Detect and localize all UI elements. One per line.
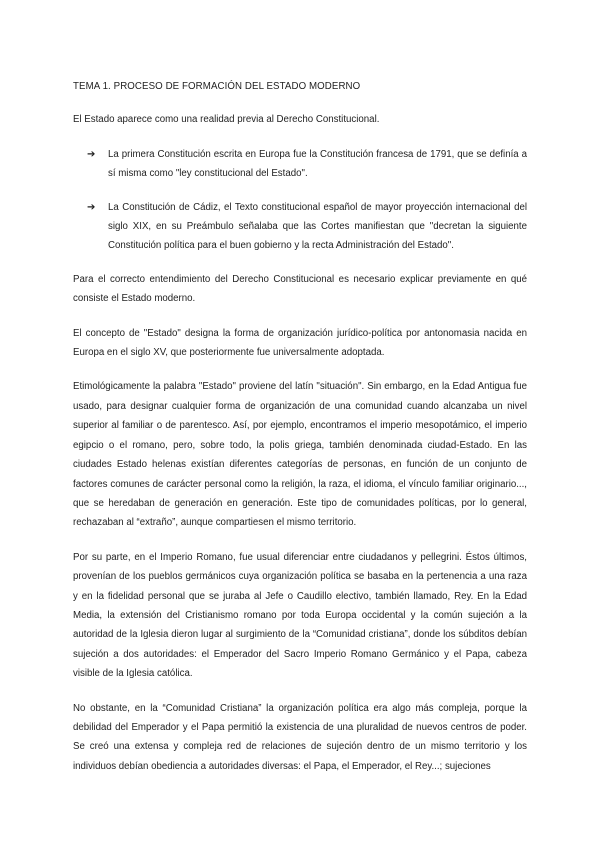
body-paragraph: Para el correcto entendimiento del Derecho Constitucional es necesario explicar previamente en qué consiste el Estado moderno. <box>73 273 527 305</box>
body-paragraph: El concepto de "Estado" designa la forma de organización jurídico-política por antonomasia nacida en Europa en el siglo XV, que posteriormente fue universalmente adoptada. <box>73 327 527 359</box>
bullet-text: La primera Constitución escrita en Europa fue la Constitución francesa de 1791, que se definía a sí misma como "ley constitucional del Estado". <box>108 148 527 180</box>
document-title: TEMA 1. PROCESO DE FORMACIÓN DEL ESTADO MODERNO <box>73 81 361 92</box>
bullet-item <box>73 198 527 256</box>
bullet-list <box>73 145 527 256</box>
document-page <box>73 77 527 776</box>
arrow-right-icon: ➔ <box>87 201 96 213</box>
arrow-right-icon: ➔ <box>87 148 96 160</box>
bullet-item <box>73 145 527 184</box>
intro-paragraph: El Estado aparece como una realidad previa al Derecho Constitucional. <box>73 114 380 126</box>
body-paragraph: Por su parte, en el Imperio Romano, fue usual diferenciar entre ciudadanos y pellegrini. Éstos últimos, provenían de los pueblos germánicos cuya organización política se basaba en la pertenencia a una raza y en la fidelidad personal que se juraba al Jefe o Caudillo electivo, también llamado, Rey. En la Edad Media, la extensión del Cristianismo romano por toda Europa occidental y la común sujeción a la autoridad de la Iglesia dieron lugar al surgimiento de la “Comunidad cristiana”, donde los súbditos debían sujeción a dos autoridades: el Emperador del Sacro Imperio Romano Germánico y el Papa, cabeza visible de la Iglesia católica. <box>73 551 527 680</box>
body-paragraph: No obstante, en la “Comunidad Cristiana” la organización política era algo más compleja, porque la debilidad del Emperador y el Papa permitió la existencia de una pluralidad de nuevos centros de poder. Se creó una extensa y compleja red de relaciones de sujeción dentro de un mismo territorio y los individuos debían obediencia a autoridades diversas: el Papa, el Emperador, el Rey...; sujeciones <box>73 702 527 772</box>
body-paragraph: Etimológicamente la palabra "Estado" proviene del latín "situación". Sin embargo, en la Edad Antigua fue usado, para designar cualquier forma de organización de una comunidad cuando alcanzaba un nivel superior al familiar o de parentesco. Así, por ejemplo, encontramos el imperio mesopotámico, el imperio egipcio o el romano, pero, sobre todo, la polis griega, también denominada ciudad-Estado. En las ciudades Estado helenas existían diferentes categorías de personas, en función de un conjunto de factores comunes de carácter personal como la religión, la raza, el idioma, el vínculo familiar originario..., que se heredaban de generación en generación. Este tipo de comunidades políticas, por lo general, rechazaban al “extraño”, aunque compartiesen el mismo territorio. <box>73 381 527 529</box>
bullet-text: La Constitución de Cádiz, el Texto constitucional español de mayor proyección internacional del siglo XIX, en su Preámbulo señalaba que las Cortes manifiestan que "decretan la siguiente Constitución política para el buen gobierno y la recta Administración del Estado". <box>108 201 527 252</box>
